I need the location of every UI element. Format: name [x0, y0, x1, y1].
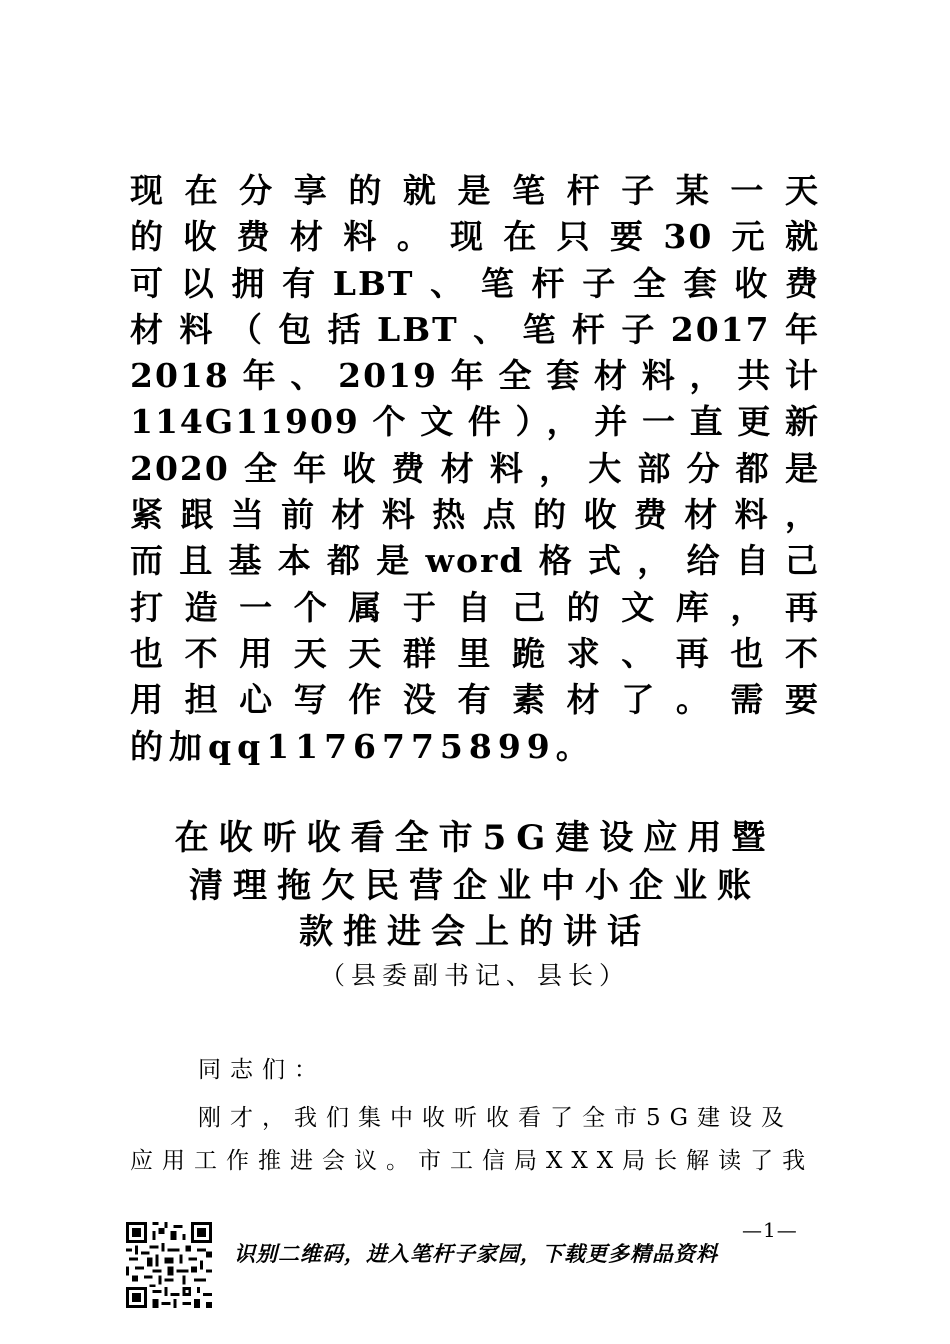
qr-caption: 识别二维码，进入笔杆子家园，下载更多精品资料	[234, 1241, 718, 1266]
promo-line: 打造一个属于自己的文库，再	[130, 587, 820, 627]
promo-line: 2018年、2019年全套材料，共计	[130, 356, 820, 396]
promo-line: 114G11909个文件），并一直更新	[130, 402, 820, 442]
document-title-line-2: 清理拖欠民营企业中小企业账	[189, 866, 761, 906]
promo-line: 的收费材料。现在只要30元就	[130, 217, 820, 257]
speaker-byline: （县委副书记、县长）	[319, 961, 630, 990]
promo-line: 现在分享的就是笔杆子某一天	[130, 171, 820, 210]
promo-paragraph	[130, 168, 820, 770]
promo-line: 的加qq1176775899。	[130, 726, 595, 766]
qr-code-icon	[126, 1222, 212, 1308]
document-title-line-3: 款推进会上的讲话	[299, 912, 651, 952]
promo-line: 用担心写作没有素材了。需要	[130, 680, 820, 720]
promo-line: 材料（包括LBT、笔杆子2017年	[130, 309, 820, 349]
page-number: —1—	[742, 1218, 798, 1242]
document-title-line-1: 在收听收看全市5G建设应用暨	[174, 818, 776, 858]
body-paragraph-line: 刚才，我们集中收听收看了全市5G建设及	[198, 1105, 794, 1131]
body-paragraph-line: 应用工作推进会议。市工信局XXX局长解读了我	[130, 1148, 815, 1174]
promo-line: 也不用天天群里跪求、再也不	[130, 633, 820, 673]
promo-line: 2020全年收费材料，大部分都是	[130, 448, 820, 488]
promo-line: 而且基本都是word格式，给自己	[130, 541, 820, 581]
promo-line: 可以拥有LBT、笔杆子全套收费	[130, 263, 820, 303]
salutation: 同志们：	[198, 1057, 326, 1083]
promo-line: 紧跟当前材料热点的收费材料，	[130, 495, 820, 535]
